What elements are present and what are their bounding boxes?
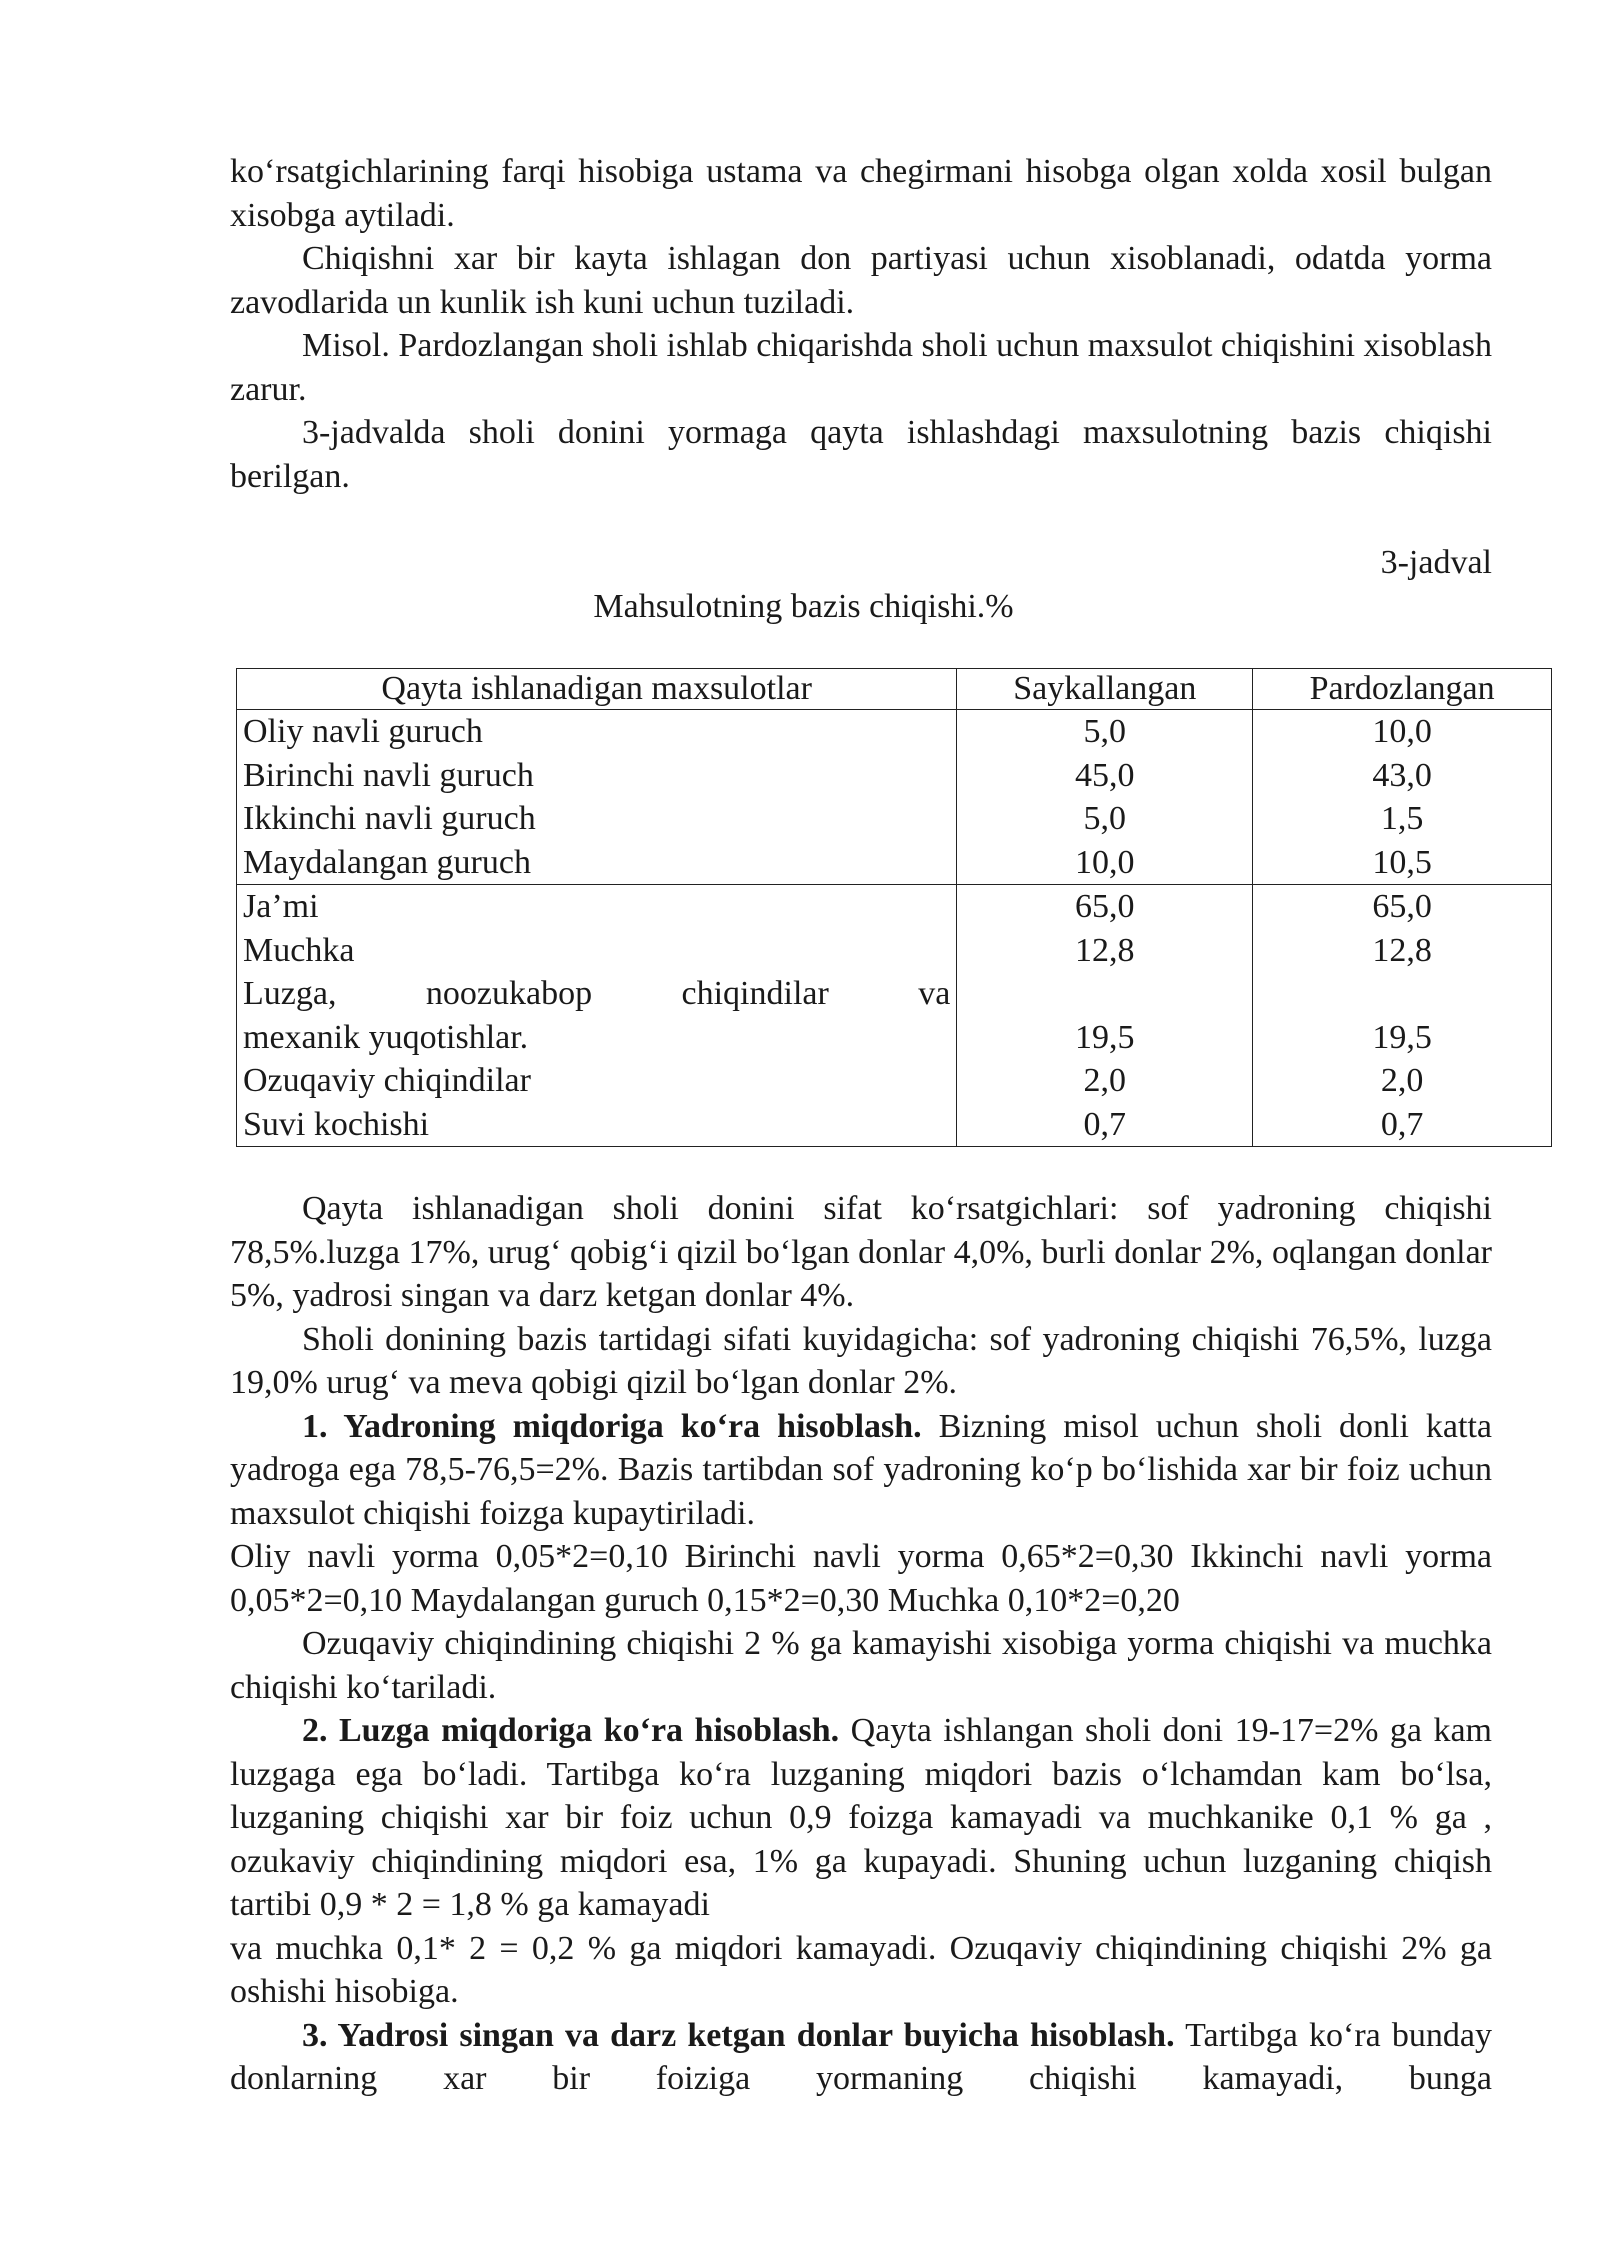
- row-value-1: 45,0: [957, 754, 1253, 798]
- table-row: [237, 885, 1552, 929]
- section-1-heading: 1. Yadroning miqdoriga ko‘ra hisoblash.: [302, 1407, 922, 1445]
- header-polished: Saykallangan: [957, 669, 1253, 710]
- row-value-1: 0,7: [957, 1103, 1253, 1147]
- section-2-paragraph: [230, 1709, 1492, 1927]
- row-label-line-2: mexanik yuqotishlar.: [243, 1018, 529, 1056]
- row-value-2: 10,0: [1253, 710, 1552, 754]
- section-3-heading: 3. Yadrosi singan va darz ketgan donlar buyicha hisoblash.: [302, 2016, 1175, 2054]
- header-finished: Pardozlangan: [1253, 669, 1552, 710]
- row-value-1: 5,0: [957, 797, 1253, 841]
- row-label: Birinchi navli guruch: [237, 754, 957, 798]
- header-products: Qayta ishlanadigan maxsulotlar: [237, 669, 957, 710]
- row-value-1: 65,0: [957, 885, 1253, 929]
- table-row: [237, 929, 1552, 973]
- row-value-1: 10,0: [957, 841, 1253, 885]
- section-1-text: Bizning misol uchun sholi donli katta yadroga ega 78,5-76,5=2%. Bazis tartibdan sof yadroning ko‘p bo‘lishida xar bir foiz uchun maxsulot chiqishi foizga kupaytiriladi.: [230, 1407, 1492, 1532]
- row-value-2: 10,5: [1253, 841, 1552, 885]
- section-2-continuation: va muchka 0,1* 2 = 0,2 % ga miqdori kamayadi. Ozuqaviy chiqindining chiqishi 2% ga oshishi hisobiga.: [230, 1929, 1492, 2010]
- word: noozukabop: [425, 975, 593, 1012]
- table-header-row: [237, 669, 1552, 710]
- word: va: [918, 975, 951, 1012]
- quality-paragraph: Qayta ishlanadigan sholi donini sifat ko‘rsatgichlari: sof yadroning chiqishi 78,5%.luzga 17%, urug‘ qobig‘i qizil bo‘lgan donlar 4,0%, burli donlar 2%, oqlangan donlar 5%, yadrosi singan va darz ketgan donlar 4%.: [230, 1190, 1492, 1314]
- row-label-line-1: [243, 972, 950, 1016]
- row-value-2: 43,0: [1253, 754, 1552, 798]
- row-label: Oliy navli guruch: [237, 710, 957, 754]
- row-value-2: 65,0: [1253, 885, 1552, 929]
- intro-paragraph-2: Chiqishni xar bir kayta ishlagan don partiyasi uchun xisoblanadi, odatda yorma zavodlarida un kunlik ish kuni uchun tuziladi.: [230, 240, 1492, 321]
- table-row: [237, 754, 1552, 798]
- base-quality-paragraph: Sholi donining bazis tartidagi sifati kuyidagicha: sof yadroning chiqishi 76,5%, luzga 19,0% urug‘ va meva qobigi qizil bo‘lgan donlar 2%.: [230, 1320, 1492, 1401]
- base-output-table: [236, 668, 1552, 1147]
- row-label: Ozuqaviy chiqindilar: [237, 1059, 957, 1103]
- table-row: [237, 841, 1552, 885]
- document-page: [230, 150, 1495, 2101]
- section-2-text: Qayta ishlangan sholi doni 19-17=2% ga kam luzgaga ega bo‘ladi. Tartibga ko‘ra luzganing miqdori bazis o‘lchamdan kam bo‘lsa, luzganing chiqishi xar bir foiz uchun 0,9 foizga kamayadi va muchkanike 0,1 % ga , ozukaviy chiqindining miqdori esa, 1% ga kupayadi. Shuning uchun luzganing chiqish tartibi 0,9 * 2 = 1,8 % ga kamayadi: [230, 1712, 1492, 1923]
- section-3-paragraph: [230, 2014, 1492, 2101]
- intro-paragraph-4: 3-jadvalda sholi donini yormaga qayta ishlashdagi maxsulotning bazis chiqishi berilgan.: [230, 414, 1492, 495]
- row-value-2: 2,0: [1253, 1059, 1552, 1103]
- word: chiqindilar: [681, 975, 829, 1012]
- row-value-2: 0,7: [1253, 1103, 1552, 1147]
- section-1-note: Ozuqaviy chiqindining chiqishi 2 % ga kamayishi xisobiga yorma chiqishi va muchka chiqishi ko‘tariladi.: [230, 1625, 1492, 1706]
- row-label: Suvi kochishi: [237, 1103, 957, 1147]
- row-value-1: 12,8: [957, 929, 1253, 973]
- word: Luzga,: [243, 975, 337, 1012]
- row-label: Ja’mi: [237, 885, 957, 929]
- table-row: [237, 972, 1552, 1059]
- section-2-heading: 2. Luzga miqdoriga ko‘ra hisoblash.: [302, 1712, 840, 1749]
- table-row: [237, 710, 1552, 754]
- section-1-paragraph: [230, 1405, 1492, 1536]
- row-value-1: 19,5: [957, 972, 1253, 1059]
- row-label: Ikkinchi navli guruch: [237, 797, 957, 841]
- intro-paragraph-3: Misol. Pardozlangan sholi ishlab chiqarishda sholi uchun maxsulot chiqishini xisoblash zarur.: [230, 327, 1492, 408]
- row-value-1: 2,0: [957, 1059, 1253, 1103]
- section-1-calculation: Oliy navli yorma 0,05*2=0,10 Birinchi navli yorma 0,65*2=0,30 Ikkinchi navli yorma 0,05*2=0,10 Maydalangan guruch 0,15*2=0,30 Muchka 0,10*2=0,20: [230, 1538, 1492, 1619]
- intro-paragraph-1: ko‘rsatgichlarining farqi hisobiga ustama va chegirmani hisobga olgan xolda xosil bulgan xisobga aytiladi.: [230, 153, 1492, 234]
- table-row: [237, 1103, 1552, 1147]
- row-value-2: 12,8: [1253, 929, 1552, 973]
- section-3-text: Tartibga ko‘ra bunday donlarning xar bir foiziga yormaning chiqishi kamayadi, bunga: [230, 2016, 1492, 2097]
- table-row: [237, 1059, 1552, 1103]
- row-label: [237, 972, 957, 1059]
- row-value-2: 19,5: [1253, 972, 1552, 1059]
- table-caption: Mahsulotning bazis chiqishi.%: [593, 587, 1014, 625]
- row-value-1: 5,0: [957, 710, 1253, 754]
- table-row: [237, 797, 1552, 841]
- row-label: Maydalangan guruch: [237, 841, 957, 885]
- table-number-label: 3-jadval: [1380, 544, 1492, 581]
- row-value-2: 1,5: [1253, 797, 1552, 841]
- row-label: Muchka: [237, 929, 957, 973]
